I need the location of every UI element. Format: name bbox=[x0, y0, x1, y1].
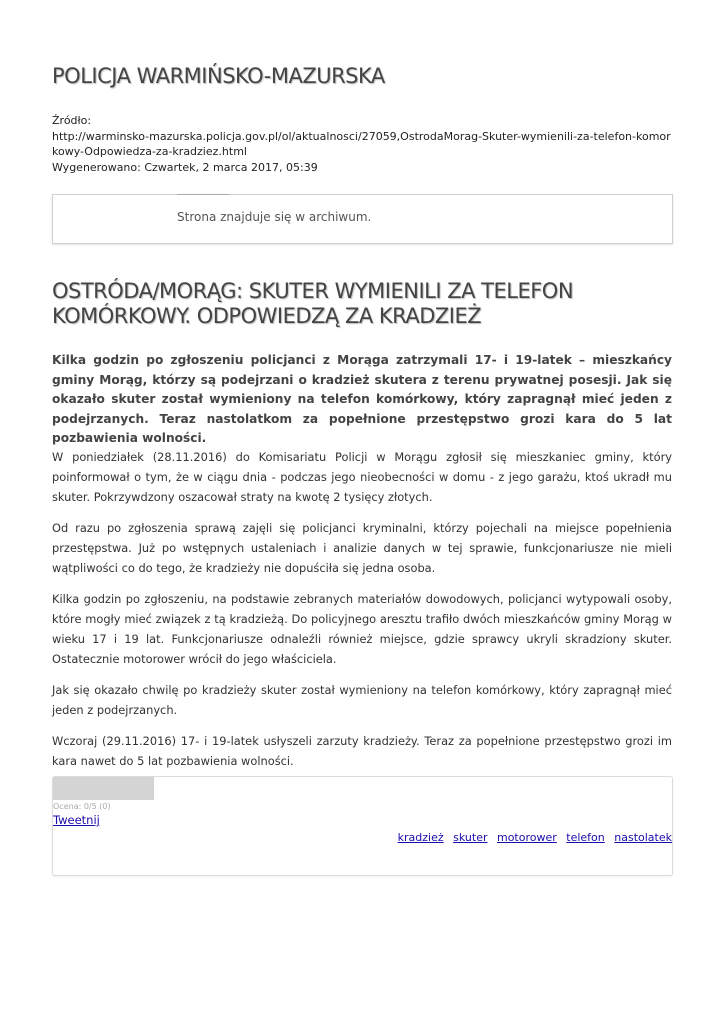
tag-link[interactable]: nastolatek bbox=[614, 831, 672, 844]
rating-text: Ocena: 0/5 (0) bbox=[53, 802, 111, 811]
tag-link[interactable]: kradzież bbox=[397, 831, 444, 844]
tag-link[interactable]: skuter bbox=[453, 831, 488, 844]
tag-list bbox=[392, 831, 672, 844]
tag-link[interactable]: motorower bbox=[496, 831, 557, 844]
rating-stars[interactable] bbox=[53, 777, 154, 800]
source-url: http://warminsko-mazurska.policja.gov.pl/ol/aktualnosci/27059,OstrodaMorag-Skuter-wymienili-za-telefon-komorkowy-Odpowiedza-za-kradziez.html bbox=[52, 129, 671, 158]
source-label: Źródło: bbox=[52, 114, 92, 127]
article-paragraph: W poniedziałek (28.11.2016) do Komisariatu Policji w Morągu zgłosił się mieszkaniec gminy, który poinformował o tym, że w ciągu dnia - podczas jego nieobecności w domu - z jego garażu, ktoś ukradł mu skuter. Pokrzywdzony oszacował straty na kwotę 2 tysięcy złotych. bbox=[52, 450, 672, 504]
archive-notice bbox=[52, 194, 673, 244]
site-title: POLICJA WARMIŃSKO-MAZURSKA bbox=[52, 64, 385, 88]
article-paragraph: Jak się okazało chwilę po kradzieży skuter został wymieniony na telefon komórkowy, który zapragnął mieć jeden z podejrzanych. bbox=[52, 683, 672, 717]
archive-divider bbox=[177, 194, 229, 195]
tweet-link[interactable]: Tweetnij bbox=[53, 813, 100, 827]
source-meta bbox=[52, 113, 674, 175]
article-body bbox=[52, 447, 672, 813]
article-paragraph: Kilka godzin po zgłoszeniu, na podstawie zebranych materiałów dowodowych, policjanci wytypowali osoby, które mogły mieć związek z tą kradzieżą. Do policyjnego aresztu trafiło dwóch mieszkańców gminy Morąg w wieku 17 i 19 lat. Funkcjonariusze odnaleźli również miejsce, gdzie sprawcy ukryli skradziony skuter. Ostatecznie motorower wrócił do jego właściciela. bbox=[52, 592, 672, 666]
archive-notice-text: Strona znajduje się w archiwum. bbox=[177, 210, 372, 224]
article-paragraph: Wczoraj (29.11.2016) 17- i 19-latek usłyszeli zarzuty kradzieży. Teraz za popełnione przestępstwo grozi im kara nawet do 5 lat pozbawienia wolności. bbox=[52, 734, 672, 768]
article-paragraph: Od razu po zgłoszenia sprawą zajęli się policjanci kryminalni, którzy pojechali na miejsce popełnienia przestępstwa. Już po wstępnych ustaleniach i analizie danych w tej sprawie, funkcjonariusze nie mieli wątpliwości co do tego, że kradzieży nie dopuściła się jedna osoba. bbox=[52, 521, 672, 575]
article-lead: Kilka godzin po zgłoszeniu policjanci z Morąga zatrzymali 17- i 19-latek – mieszkańcy gminy Morąg, którzy są podejrzani o kradzież skutera z terenu prywatnej posesji. Jak się okazało skuter został wymieniony na telefon komórkowy, który zapragnął mieć jeden z podejrzanych. Teraz nastolatkom za popełnione przestępstwo grozi kara do 5 lat pozbawienia wolności. bbox=[52, 353, 672, 445]
article-footer bbox=[52, 776, 673, 876]
generated-date: Wygenerowano: Czwartek, 2 marca 2017, 05:39 bbox=[52, 160, 318, 174]
tag-link[interactable]: telefon bbox=[566, 831, 605, 844]
article-title: OSTRÓDA/MORĄG: SKUTER WYMIENILI ZA TELEFON KOMÓRKOWY. ODPOWIEDZĄ ZA KRADZIEŻ bbox=[52, 279, 574, 328]
